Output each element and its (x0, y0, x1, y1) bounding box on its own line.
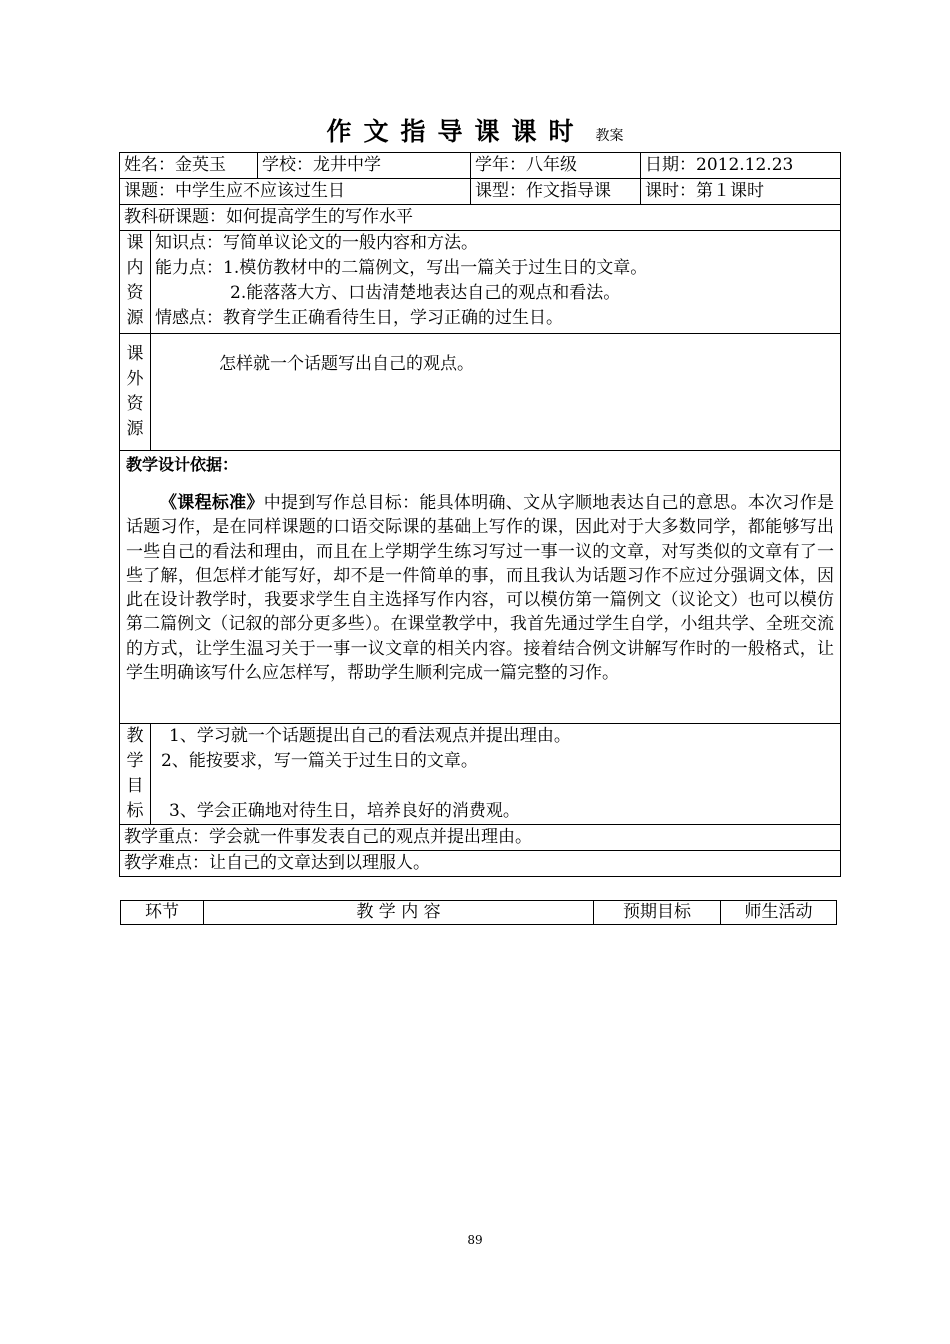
ability-point-1: 能力点：1.模仿教材中的二篇例文，写出一篇关于过生日的文章。 (155, 258, 648, 278)
lesson-period: 课时：第１课时 (641, 179, 841, 205)
goal-item: 3、学会正确地对待生日，培养良好的消费观。 (169, 801, 520, 821)
header-row-2 (120, 179, 841, 205)
out-class-resources-row (120, 334, 841, 451)
out-class-label: 课 外 资 源 (120, 334, 151, 451)
design-body: 中提到写作总目标：能具体明确、文从字顺地表达自己的意思。本次习作是话题习作，是在同样课题的口语交际课的基础上写作的课，因此对于大多数同学，都能够写出一些自己的看法和理由，而且在上学期学生练习写过一事一议的文章，对写类似的文章有了一些了解，但怎样才能写好，却不是一件简单的事，而且我认为话题习作不应过分强调文体，因此在设计教学时，我要求学生自主选择写作内容，可以模仿第一篇例文（议论文）也可以模仿第二篇例文（记叙的部分更多些）。在课堂教学中，我首先通过学生自学，小组共学、全班交流的方式，让学生温习关于一事一议文章的相关内容。接着结合例文讲解写作时的一般格式，让学生明确该写什么应怎样写，帮助学生顺利完成一篇完整的习作。 (126, 493, 835, 684)
procedure-table (120, 900, 837, 925)
lesson-plan-table (119, 152, 841, 877)
in-class-content (151, 231, 841, 334)
out-class-content (151, 334, 841, 451)
column-header: 环节 (121, 901, 204, 925)
emotion-point: 情感点：教育学生正确看待生日，学习正确的过生日。 (155, 308, 563, 328)
header-row-1 (120, 153, 841, 179)
difficulty-point: 教学难点：让自己的文章达到以理服人。 (120, 851, 841, 877)
teaching-goals-row (120, 724, 841, 825)
goals-content (151, 724, 841, 825)
page-number: 89 (467, 1233, 483, 1247)
lesson-type: 课型：作文指导课 (471, 179, 641, 205)
design-basis-row (120, 451, 841, 724)
research-topic: 教科研课题：如何提高学生的写作水平 (120, 205, 841, 231)
ability-point-2: 2.能落落大方、口齿清楚地表达自己的观点和看法。 (230, 283, 621, 303)
difficulty-row (120, 851, 841, 877)
school: 学校：龙井中学 (258, 153, 471, 179)
knowledge-point: 知识点：写简单议论文的一般内容和方法。 (155, 233, 478, 253)
design-paragraph (126, 491, 834, 685)
column-header: 师生活动 (721, 901, 837, 925)
in-class-label: 课 内 资 源 (120, 231, 151, 334)
lesson-topic: 课题：中学生应不应该过生日 (120, 179, 471, 205)
column-header: 教 学 内 容 (204, 901, 594, 925)
key-point-row (120, 825, 841, 851)
research-row (120, 205, 841, 231)
goal-item: 2、能按要求，写一篇关于过生日的文章。 (161, 751, 478, 771)
page-title (0, 112, 950, 148)
goal-item: 1、学习就一个话题提出自己的看法观点并提出理由。 (169, 726, 571, 746)
date: 日期：2012.12.23 (641, 153, 841, 179)
design-basis (120, 451, 841, 724)
title-main: 作文指导课课时 (326, 117, 586, 146)
key-point: 教学重点：学会就一件事发表自己的观点并提出理由。 (120, 825, 841, 851)
grade: 学年：八年级 (471, 153, 641, 179)
title-sub: 教案 (595, 128, 624, 144)
in-class-resources-row (120, 231, 841, 334)
design-lead: 《课程标准》 (160, 493, 264, 513)
out-class-text: 怎样就一个话题写出自己的观点。 (219, 354, 474, 374)
goals-label: 教 学 目 标 (120, 724, 151, 825)
design-heading: 教学设计依据： (126, 455, 239, 474)
column-header: 预期目标 (594, 901, 721, 925)
teacher-name: 姓名：金英玉 (120, 153, 258, 179)
procedure-header-row (121, 901, 837, 925)
